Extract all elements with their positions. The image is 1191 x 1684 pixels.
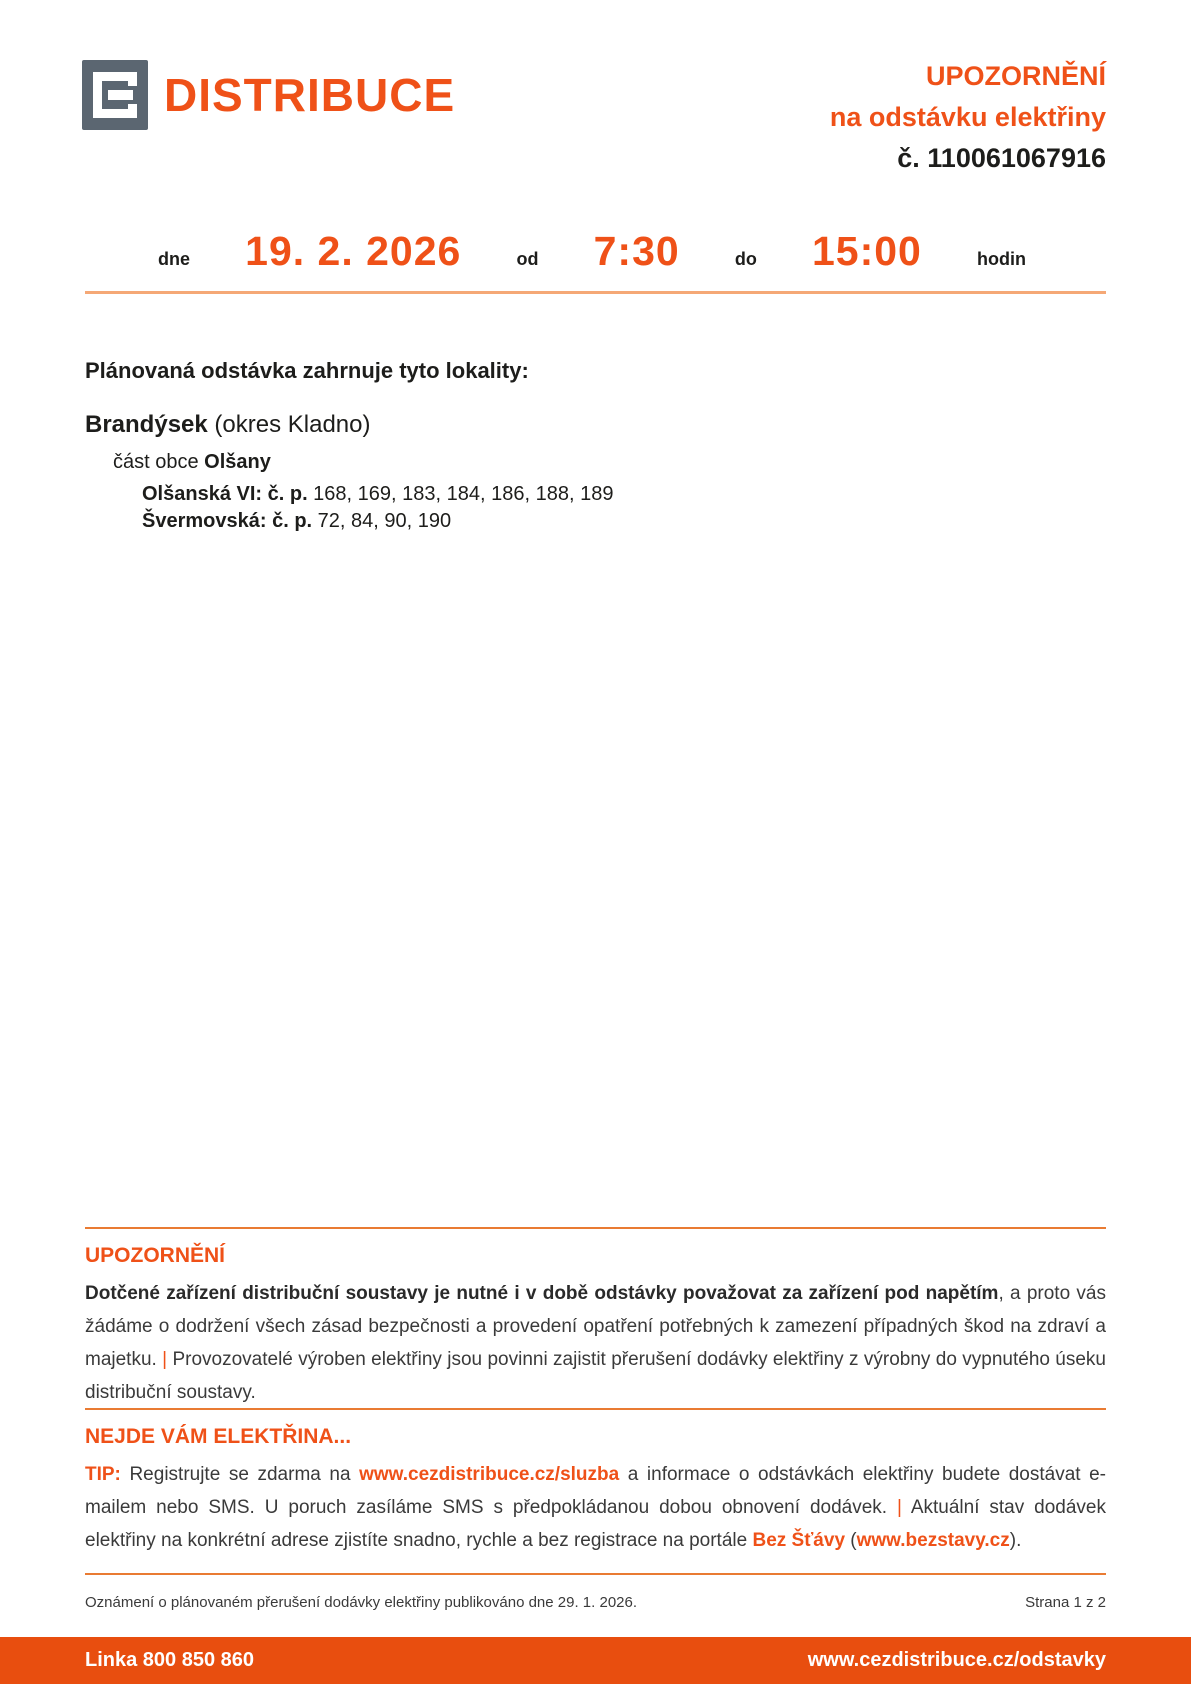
warning-heading: UPOZORNĚNÍ xyxy=(85,1244,226,1267)
notice-title: UPOZORNĚNÍ xyxy=(925,61,1106,91)
brand-logo xyxy=(82,60,455,130)
schedule-divider xyxy=(85,291,1106,294)
street-name: Olšanská VI: č. p. xyxy=(142,483,308,505)
street-name: Švermovská: č. p. xyxy=(142,510,313,532)
dne-label: dne xyxy=(158,249,191,269)
link-cezdistribuce-sluzba[interactable]: www.cezdistribuce.cz/sluzba xyxy=(359,1464,620,1485)
cez-logo-icon xyxy=(82,60,148,130)
tip-text-4: ( xyxy=(845,1530,857,1551)
warning-text: , a proto vás žádáme o dodržení všech zásad bezpečnosti a provedení opatření potřebných k zamezení případných škod na zdraví a majetku. xyxy=(85,1283,1106,1370)
publication-note: Oznámení o plánovaném přerušení dodávky elektřiny publikováno dne 29. 1. 2026. xyxy=(85,1594,638,1611)
notice-header xyxy=(830,56,1106,179)
link-bezstavy-name[interactable]: Bez Šťávy xyxy=(752,1530,846,1551)
pipe-separator: | xyxy=(162,1349,168,1370)
municipality-name: Brandýsek xyxy=(85,411,208,438)
schedule-time-to: 15:00 xyxy=(811,228,922,274)
part-name: Olšany xyxy=(204,451,271,473)
street-numbers: 168, 169, 183, 184, 186, 188, 189 xyxy=(307,483,614,505)
part-prefix: část obce xyxy=(113,451,205,473)
pipe-separator: | xyxy=(897,1497,902,1518)
tip-label: TIP: xyxy=(85,1464,121,1485)
footnote-divider xyxy=(85,1573,1106,1575)
warning-bold-text: Dotčené zařízení distribuční soustavy je nutné i v době odstávky považovat za zařízení pod napětím xyxy=(85,1283,999,1304)
od-label: od xyxy=(516,249,539,269)
notice-subtitle: na odstávku elektřiny xyxy=(829,102,1106,132)
municipality-district: (okres Kladno) xyxy=(207,411,371,438)
link-bezstavy-url[interactable]: www.bezstavy.cz xyxy=(856,1530,1010,1551)
do-label: do xyxy=(734,249,757,269)
footer-bar xyxy=(0,1637,1191,1684)
schedule-time-from: 7:30 xyxy=(593,228,680,274)
schedule-date: 19. 2. 2026 xyxy=(245,228,462,274)
section-divider xyxy=(85,1227,1106,1229)
tip-paragraph xyxy=(85,1458,1106,1557)
tip-heading: NEJDE VÁM ELEKTŘINA... xyxy=(85,1425,352,1448)
tip-text-1: Registrujte se zdarma na xyxy=(120,1464,360,1485)
footer-phone: Linka 800 850 860 xyxy=(85,1649,255,1671)
warning-section xyxy=(85,1244,1106,1409)
tip-text-5: ). xyxy=(1009,1530,1022,1551)
page-indicator: Strana 1 z 2 xyxy=(1025,1594,1106,1611)
tip-text-2: a informace o odstávkách elektřiny budete dostávat e-mailem nebo SMS. U poruch zasíláme SMS s předpokládanou dobou obnovení dodávek. xyxy=(85,1464,1107,1518)
footer-url[interactable]: www.cezdistribuce.cz/odstavky xyxy=(807,1649,1106,1671)
municipality-line xyxy=(85,411,1106,439)
street-numbers: 72, 84, 90, 190 xyxy=(312,510,452,532)
municipality-part-line xyxy=(113,451,1106,474)
localities-heading: Plánovaná odstávka zahrnuje tyto lokality: xyxy=(85,358,529,383)
notice-number: č. 110061067916 xyxy=(897,143,1106,173)
localities-section xyxy=(85,358,1106,535)
footnote-row xyxy=(85,1594,1106,1611)
schedule-row xyxy=(85,228,1106,275)
tip-text-3: Aktuální stav dodávek elektřiny na konkrétní adrese zjistíte snadno, rychle a bez registrace na portále xyxy=(85,1497,1106,1551)
brand-wordmark: DISTRIBUCE xyxy=(164,69,456,121)
tip-section xyxy=(85,1425,1106,1557)
warning-text-2: Provozovatelé výroben elektřiny jsou povinni zajistit přerušení dodávky elektřiny z výrobny do vypnutého úseku distribuční soustavy. xyxy=(85,1349,1107,1403)
warning-paragraph xyxy=(85,1277,1106,1409)
hodin-label: hodin xyxy=(976,249,1026,269)
street-line xyxy=(142,481,1106,508)
section-divider xyxy=(85,1408,1106,1410)
street-line xyxy=(142,508,1106,535)
